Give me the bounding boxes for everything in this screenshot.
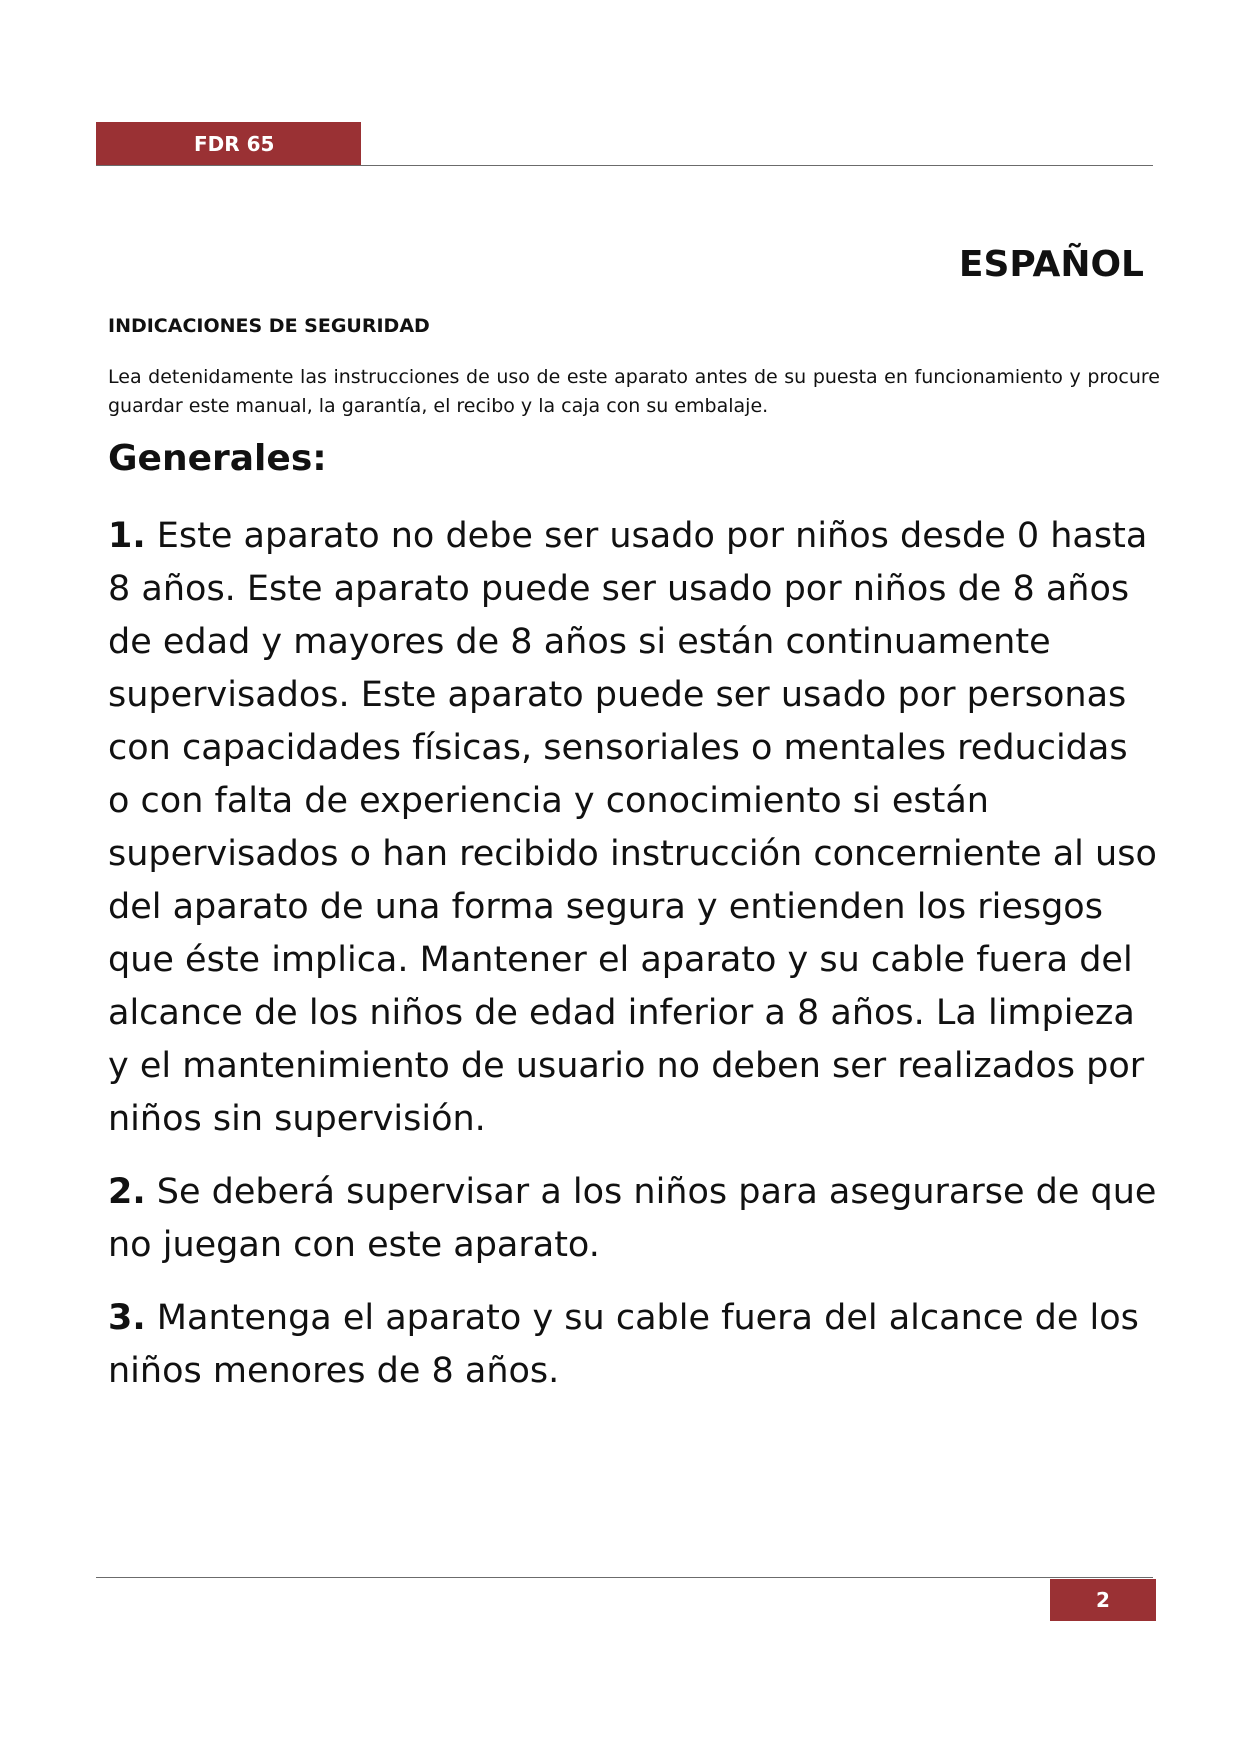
model-header-tab — [96, 122, 361, 166]
safety-item — [108, 510, 1160, 1146]
item-text: Mantenga el aparato y su cable fuera del alcance de los niños menores de 8 años. — [108, 1298, 1139, 1391]
safety-item-list — [108, 510, 1160, 1418]
language-title: ESPAÑOL — [958, 244, 1144, 285]
item-number: 1. — [108, 516, 146, 556]
page-number-badge — [1050, 1579, 1156, 1621]
item-number: 2. — [108, 1172, 146, 1212]
section-title: INDICACIONES DE SEGURIDAD — [108, 315, 430, 337]
intro-paragraph: Lea detenidamente las instrucciones de uso de este aparato antes de su puesta en funcionamiento y procure guardar este manual, la garantía, el recibo y la caja con su embalaje. — [108, 366, 1160, 417]
item-text: Se deberá supervisar a los niños para asegurarse de que no juegan con este aparato. — [108, 1172, 1157, 1265]
page-number: 2 — [1096, 1588, 1110, 1612]
footer-divider — [96, 1577, 1153, 1578]
header-divider — [96, 165, 1153, 166]
model-label: FDR 65 — [194, 132, 275, 156]
subsection-title: Generales: — [108, 438, 327, 479]
item-text: Este aparato no debe ser usado por niños desde 0 hasta 8 años. Este aparato puede ser usado por niños de 8 años de edad y mayores de 8 años si están continuamente supervisados. Este aparato puede ser usado por personas con capacidades físicas, sensoriales o mentales reducidas o con falta de experiencia y conocimiento si están supervisados o han recibido instrucción concerniente al uso del aparato de una forma segura y entienden los riesgos que éste implica. Mantener el aparato y su cable fuera del alcance de los niños de edad inferior a 8 años. La limpieza y el mantenimiento de usuario no deben ser realizados por niños sin supervisión. — [108, 516, 1157, 1139]
safety-item — [108, 1292, 1160, 1398]
safety-item — [108, 1166, 1160, 1272]
item-number: 3. — [108, 1298, 146, 1338]
